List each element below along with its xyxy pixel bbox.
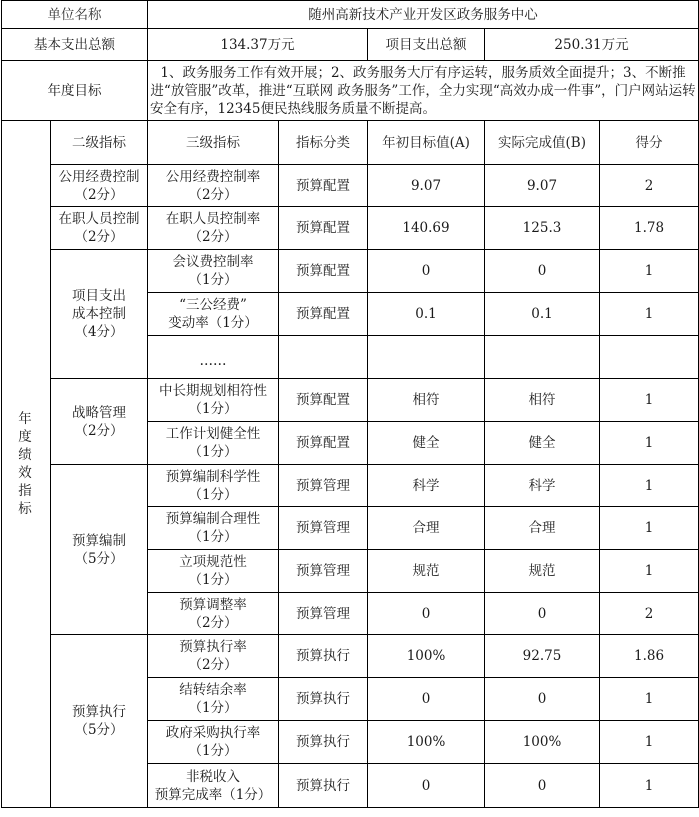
actual-cell: 0 [485, 250, 600, 293]
category-cell: 预算管理 [279, 593, 368, 635]
annual-performance-indicators-label [2, 121, 51, 808]
indicator-cell: 在职人员控制率 （2分） [148, 207, 279, 250]
col-actual-value: 实际完成值(B) [485, 121, 600, 165]
indicator-cell: 工作计划健全性 （1分） [148, 422, 279, 465]
target-cell [368, 336, 485, 379]
score-cell: 1 [600, 507, 699, 550]
target-cell: 100% [368, 721, 485, 764]
score-cell: 1.86 [600, 635, 699, 678]
score-cell [600, 336, 699, 379]
category-cell: 预算配置 [279, 207, 368, 250]
unit-name-value: 随州高新技术产业开发区政务服务中心 [148, 1, 699, 29]
category-cell: 预算配置 [279, 250, 368, 293]
category-cell: 预算配置 [279, 422, 368, 465]
indicator-cell: 会议费控制率 （1分） [148, 250, 279, 293]
score-cell: 2 [600, 593, 699, 635]
score-cell: 1 [600, 250, 699, 293]
target-cell: 0.1 [368, 293, 485, 336]
target-cell: 0 [368, 250, 485, 293]
score-cell: 1 [600, 379, 699, 422]
score-cell: 1 [600, 764, 699, 808]
unit-row [2, 1, 699, 29]
actual-cell: 健全 [485, 422, 600, 465]
actual-cell [485, 336, 600, 379]
performance-table [1, 0, 699, 808]
category-cell [279, 336, 368, 379]
side-label-text: 年 度 绩 效 指 标 [18, 411, 34, 517]
score-cell: 1 [600, 465, 699, 507]
table-row [2, 207, 699, 250]
indicator-cell: 立项规范性 （1分） [148, 550, 279, 593]
table-row [2, 250, 699, 293]
target-cell: 健全 [368, 422, 485, 465]
indicator-cell: 预算编制合理性 （1分） [148, 507, 279, 550]
category-cell: 预算执行 [279, 635, 368, 678]
category-cell: 预算执行 [279, 721, 368, 764]
actual-cell: 科学 [485, 465, 600, 507]
expenditure-row [2, 29, 699, 61]
target-cell: 相符 [368, 379, 485, 422]
actual-cell: 92.75 [485, 635, 600, 678]
indicator-cell: 预算调整率 （2分） [148, 593, 279, 635]
target-cell: 合理 [368, 507, 485, 550]
table-row [2, 465, 699, 507]
category-cell: 预算管理 [279, 550, 368, 593]
col-indicator-category: 指标分类 [279, 121, 368, 165]
category-cell: 预算管理 [279, 507, 368, 550]
group-budget-execution: 预算执行 （5分） [51, 635, 148, 808]
actual-cell: 规范 [485, 550, 600, 593]
basic-expenditure-value: 134.37万元 [148, 29, 368, 61]
score-cell: 1 [600, 721, 699, 764]
score-cell: 1 [600, 678, 699, 721]
project-expenditure-value: 250.31万元 [485, 29, 699, 61]
group-staff-control: 在职人员控制 （2分） [51, 207, 148, 250]
project-expenditure-label: 项目支出总额 [368, 29, 485, 61]
actual-cell: 合理 [485, 507, 600, 550]
indicator-cell: …… [148, 336, 279, 379]
category-cell: 预算执行 [279, 764, 368, 808]
goal-row [2, 61, 699, 121]
actual-cell: 相符 [485, 379, 600, 422]
table-row [2, 635, 699, 678]
indicator-cell: 结转结余率 （1分） [148, 678, 279, 721]
group-budget-preparation: 预算编制 （5分） [51, 465, 148, 635]
category-cell: 预算配置 [279, 165, 368, 207]
actual-cell: 100% [485, 721, 600, 764]
target-cell: 科学 [368, 465, 485, 507]
actual-cell: 9.07 [485, 165, 600, 207]
annual-goal-label: 年度目标 [2, 61, 148, 121]
col-level3-indicator: 三级指标 [148, 121, 279, 165]
score-cell: 1 [600, 550, 699, 593]
indicator-cell: 政府采购执行率 （1分） [148, 721, 279, 764]
target-cell: 0 [368, 593, 485, 635]
target-cell: 140.69 [368, 207, 485, 250]
group-public-funds-control: 公用经费控制 （2分） [51, 165, 148, 207]
score-cell: 1.78 [600, 207, 699, 250]
actual-cell: 0 [485, 764, 600, 808]
indicator-cell: 公用经费控制率 （2分） [148, 165, 279, 207]
col-annual-target: 年初目标值(A) [368, 121, 485, 165]
score-cell: 1 [600, 422, 699, 465]
unit-name-label: 单位名称 [2, 1, 148, 29]
actual-cell: 0.1 [485, 293, 600, 336]
indicator-cell: 非税收入 预算完成率（1分） [148, 764, 279, 808]
target-cell: 100% [368, 635, 485, 678]
actual-cell: 0 [485, 593, 600, 635]
target-cell: 0 [368, 678, 485, 721]
target-cell: 0 [368, 764, 485, 808]
indicator-cell: 预算编制科学性 （1分） [148, 465, 279, 507]
score-cell: 2 [600, 165, 699, 207]
indicator-cell: “三公经费” 变动率（1分） [148, 293, 279, 336]
col-level2-indicator: 二级指标 [51, 121, 148, 165]
basic-expenditure-label: 基本支出总额 [2, 29, 148, 61]
category-cell: 预算配置 [279, 293, 368, 336]
actual-cell: 125.3 [485, 207, 600, 250]
col-score: 得分 [600, 121, 699, 165]
annual-goal-text: 1、政务服务工作有效开展；2、政务服务大厅有序运转，服务质效全面提升；3、不断推进“放管服”改革，推进“互联网 政务服务”工作，全力实现“高效办成一件事”，门户网站运转安全有序，12345便民热线服务质量不断提高。 [148, 61, 699, 121]
column-header-row [2, 121, 699, 165]
category-cell: 预算配置 [279, 379, 368, 422]
target-cell: 9.07 [368, 165, 485, 207]
category-cell: 预算执行 [279, 678, 368, 721]
table-row [2, 379, 699, 422]
score-cell: 1 [600, 293, 699, 336]
group-strategic-management: 战略管理 （2分） [51, 379, 148, 465]
target-cell: 规范 [368, 550, 485, 593]
actual-cell: 0 [485, 678, 600, 721]
indicator-cell: 中长期规划相符性 （1分） [148, 379, 279, 422]
table-row [2, 165, 699, 207]
category-cell: 预算管理 [279, 465, 368, 507]
group-project-cost-control: 项目支出 成本控制 （4分） [51, 250, 148, 379]
indicator-cell: 预算执行率 （2分） [148, 635, 279, 678]
